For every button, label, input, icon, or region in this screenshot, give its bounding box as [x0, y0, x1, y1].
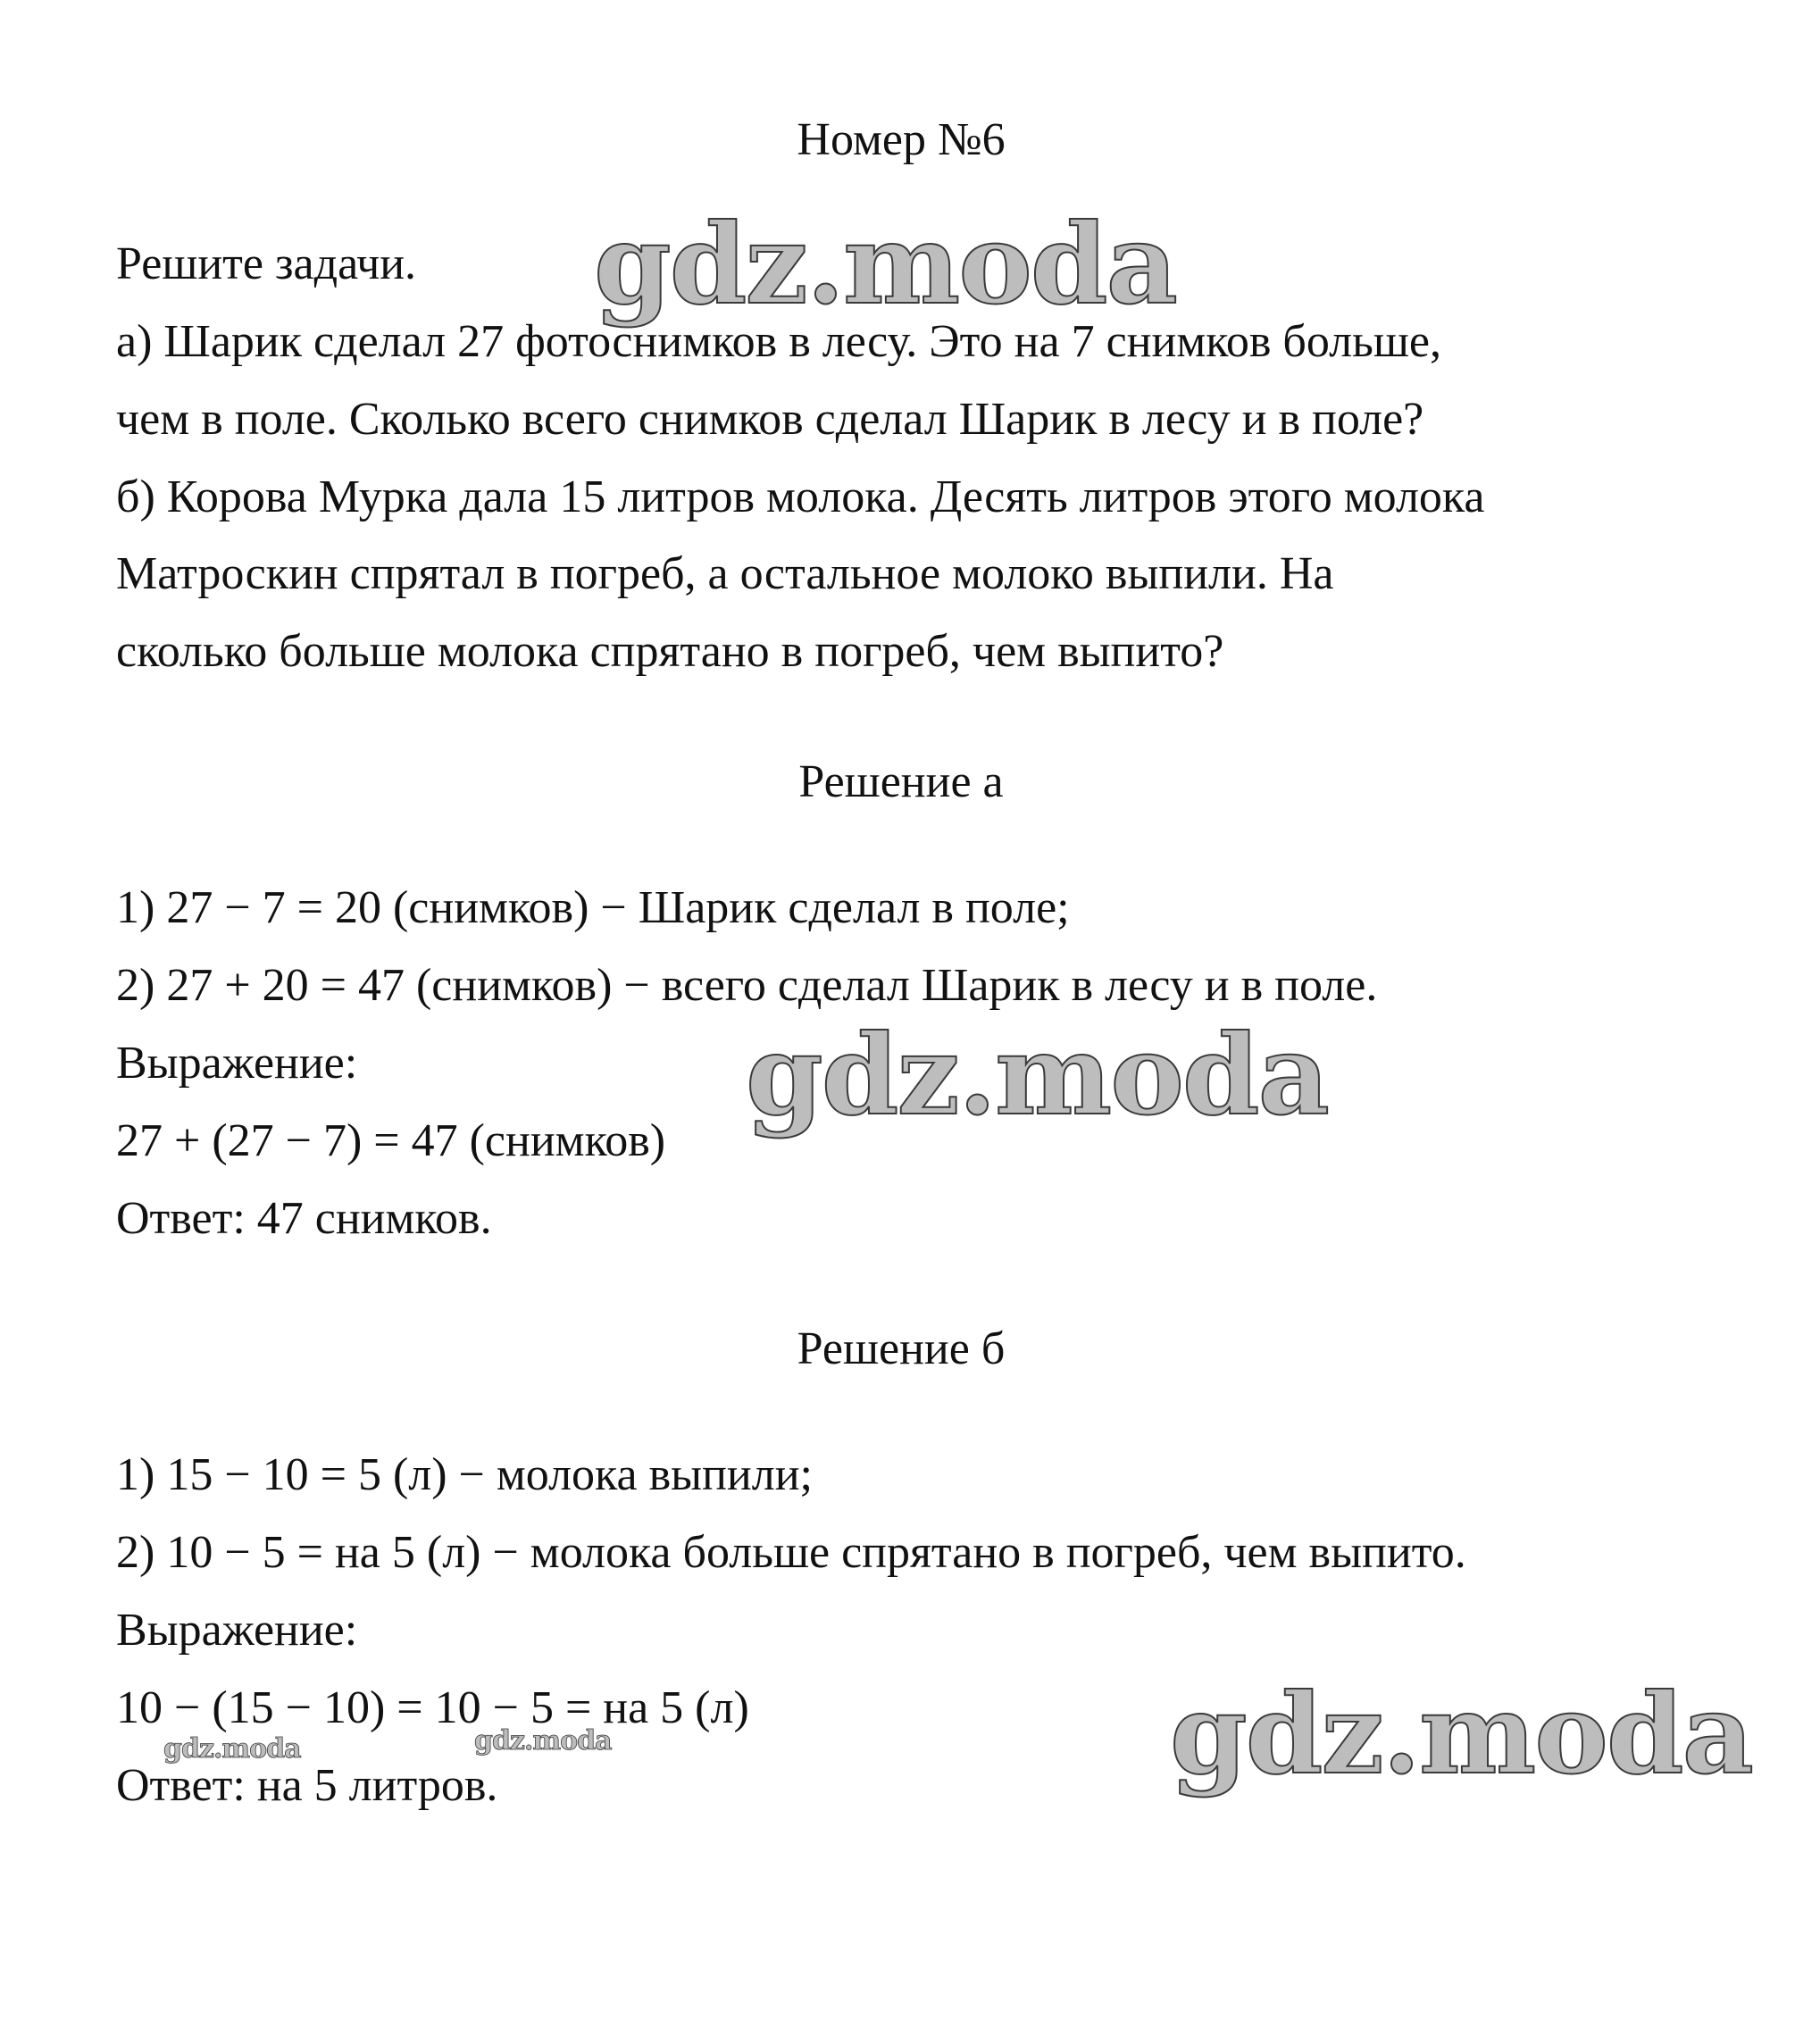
solution-b-step: 2) 10 − 5 = на 5 (л) − молока больше спрятано в погреб, чем выпито.: [116, 1527, 1466, 1578]
solution-b-heading: Решение б: [797, 1323, 1006, 1374]
solution-a-step: 1) 27 − 7 = 20 (снимков) − Шарик сделал в поле;: [116, 882, 1070, 933]
watermark-logo-small: gdz.moda: [474, 1725, 612, 1756]
watermark-logo-small: gdz.moda: [163, 1733, 301, 1765]
solution-a-step: 2) 27 + 20 = 47 (снимков) − всего сделал Шарик в лесу и в поле.: [116, 960, 1378, 1011]
solution-b-expression-label: Выражение:: [116, 1605, 358, 1656]
solution-b-expression: 10 − (15 − 10) = 10 − 5 = на 5 (л): [116, 1682, 749, 1733]
watermark-logo: gdz.moda: [594, 200, 1176, 330]
solution-b-step: 1) 15 − 10 = 5 (л) − молока выпили;: [116, 1449, 813, 1500]
watermark-logo: gdz.moda: [1170, 1670, 1752, 1799]
solution-a-heading: Решение а: [798, 756, 1004, 807]
task-line: б) Корова Мурка дала 15 литров молока. Десять литров этого молока: [116, 471, 1485, 522]
solution-a-answer: Ответ: 47 снимков.: [116, 1193, 492, 1244]
watermark-logo: gdz.moda: [746, 1011, 1328, 1140]
page-title: Номер №6: [797, 114, 1006, 165]
solution-a-expression-label: Выражение:: [116, 1038, 358, 1089]
task-line: чем в поле. Сколько всего снимков сделал Шарик в лесу и в поле?: [116, 394, 1424, 445]
task-line: сколько больше молока спрятано в погреб, чем выпито?: [116, 626, 1224, 677]
task-intro: Решите задачи.: [116, 238, 417, 289]
solution-a-expression: 27 + (27 − 7) = 47 (снимков): [116, 1115, 666, 1166]
task-line: Матроскин спрятал в погреб, а остальное молоко выпили. На: [116, 548, 1334, 599]
task-line: а) Шарик сделал 27 фотоснимков в лесу. Это на 7 снимков больше,: [116, 316, 1441, 367]
solution-b-answer: Ответ: на 5 литров.: [116, 1760, 498, 1811]
